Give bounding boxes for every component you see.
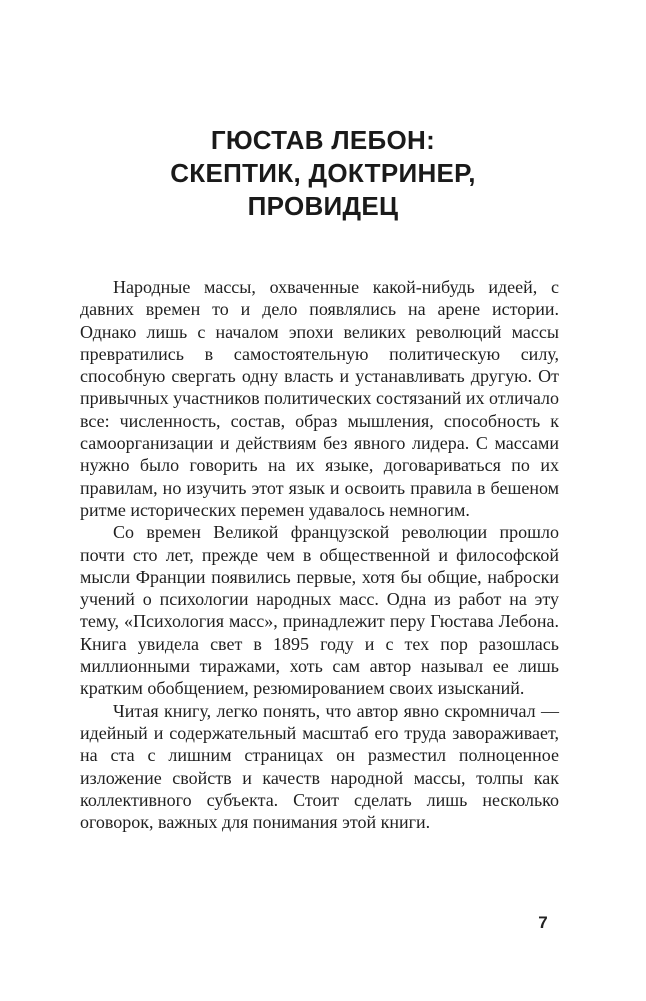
page-number: 7 — [538, 913, 548, 932]
chapter-title-line-3: ПРОВИДЕЦ — [247, 191, 399, 222]
chapter-title-line-2: СКЕПТИК, ДОКТРИНЕР, — [170, 158, 476, 189]
paragraph-1: Народные массы, охваченные какой-нибудь идеей, с давних времен то и дело появлялись на арене истории. Однако лишь с началом эпохи великих революций массы превратились в самостоятельную политическую силу, способную свергать одну власть и устанавливать другую. От привычных участников политических состязаний их отличало все: численность, состав, образ мышления, способность к самоорганизации и действиям без явного лидера. С массами нужно было говорить на их языке, договариваться по их правилам, но изучить этот язык и освоить правила в бешеном ритме исторических перемен удавалось немногим. — [80, 277, 559, 520]
chapter-title-line-1: ГЮСТАВ ЛЕБОН: — [210, 125, 436, 156]
paragraph-2: Со времен Великой французской революции прошло почти сто лет, прежде чем в общественной и философской мысли Франции появились первые, хотя бы общие, наброски учений о психологии народных масс. Одна из работ на эту тему, «Психология масс», принадлежит перу Гюстава Лебона. Книга увидела свет в 1895 году и с тех пор разошлась миллионными тиражами, хоть сам автор называл ее лишь кратким обобщением, резюмированием своих изысканий. — [80, 522, 559, 699]
chapter-title — [0, 124, 646, 223]
body-text — [80, 276, 559, 833]
paragraph-3: Читая книгу, легко понять, что автор явно скромничал — идейный и содержательный масштаб его труда завораживает, на ста с лишним страницах он разместил полноценное изложение свойств и качеств народной массы, толпы как коллективного субъекта. Стоит сделать лишь несколько оговорок, важных для понимания этой книги. — [80, 700, 559, 833]
